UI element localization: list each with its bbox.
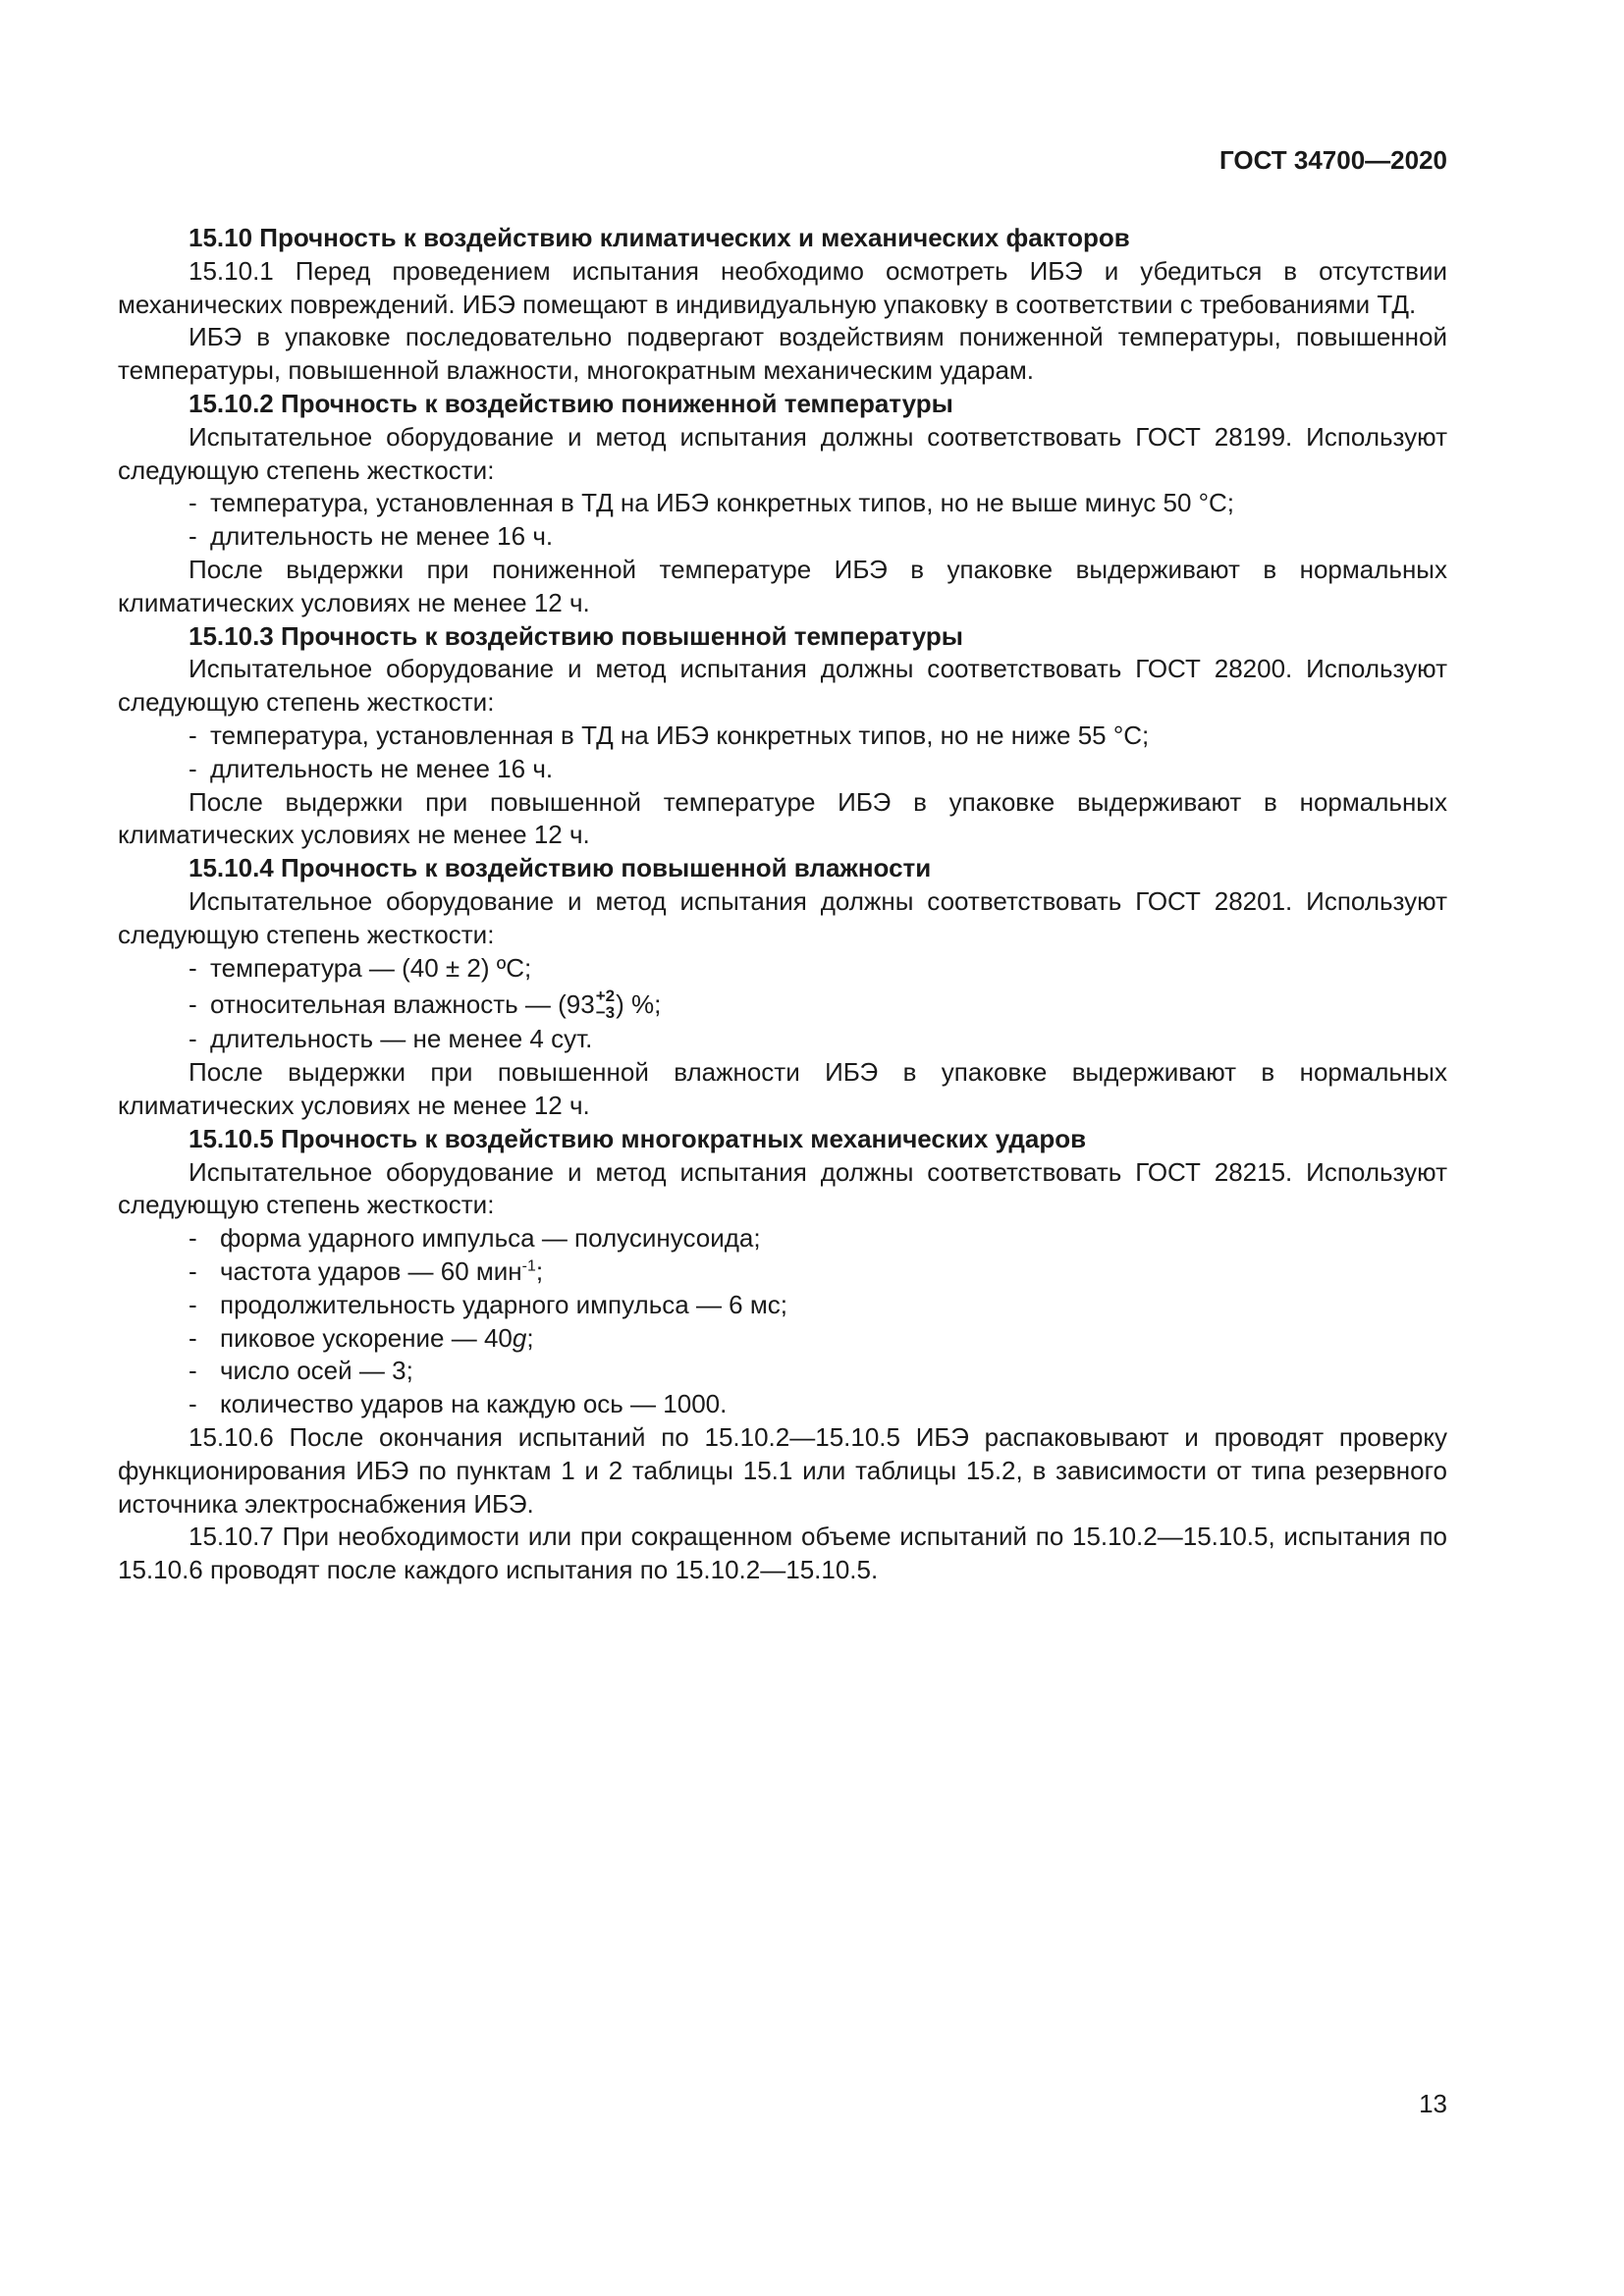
paragraph-15-10-5-intro: Испытательное оборудование и метод испытания должны соответствовать ГОСТ 28215. Используют следующую степень жесткости: <box>118 1156 1447 1220</box>
list-item: - длительность не менее 16 ч. <box>189 753 554 783</box>
list-item: - число осей — 3; <box>189 1356 413 1386</box>
paragraph-15-10-4-after: После выдержки при повышенной влажности ИБЭ в упаковке выдерживают в нормальных климатических условиях не менее 12 ч. <box>118 1057 1447 1121</box>
paragraph-15-10-2-after: После выдержки при пониженной температуре ИБЭ в упаковке выдерживают в нормальных климатических условиях не менее 12 ч. <box>118 554 1447 617</box>
paragraph-15-10-1: 15.10.1 Перед проведением испытания необходимо осмотреть ИБЭ и убедиться в отсутствии механических повреждений. ИБЭ помещают в индивидуальную упаковку в соответствии с требованиями ТД. <box>118 255 1447 319</box>
list-item: - пиковое ускорение — 40g; <box>189 1322 534 1353</box>
paragraph-15-10-3-intro: Испытательное оборудование и метод испытания должны соответствовать ГОСТ 28200. Используют следующую степень жесткости: <box>118 654 1447 718</box>
list-item: - длительность не менее 16 ч. <box>189 521 554 552</box>
list-item: - форма ударного импульса — полусинусоида; <box>189 1223 761 1254</box>
list-item: - температура, установленная в ТД на ИБЭ конкретных типов, но не выше минус 50 °С; <box>189 488 1235 518</box>
paragraph-15-10-intro: ИБЭ в упаковке последовательно подвергают воздействиям пониженной температуры, повышенной температуры, повышенной влажности, многократным механическим ударам. <box>118 322 1447 386</box>
paragraph-15-10-6: 15.10.6 После окончания испытаний по 15.10.2—15.10.5 ИБЭ распаковывают и проводят проверку функционирования ИБЭ по пунктам 1 и 2 таблицы 15.1 или таблицы 15.2, в зависимости от типа резервного источника электроснабжения ИБЭ. <box>118 1422 1447 1519</box>
list-item: - количество ударов на каждую ось — 1000. <box>189 1389 728 1419</box>
section-15-10-5-title: 15.10.5 Прочность к воздействию многократных механических ударов <box>189 1123 1087 1153</box>
section-15-10-2-title: 15.10.2 Прочность к воздействию пониженной температуры <box>189 388 953 418</box>
list-item: - длительность — не менее 4 сут. <box>189 1024 593 1054</box>
document-header: ГОСТ 34700—2020 <box>1219 145 1447 175</box>
list-item: - относительная влажность — (93 +2 −3 ) %; <box>189 987 662 1023</box>
list-item: - температура — (40 ± 2) ºС; <box>189 952 532 983</box>
section-15-10-title: 15.10 Прочность к воздействию климатических и механических факторов <box>189 223 1130 252</box>
document-body <box>118 222 1447 1587</box>
paragraph-15-10-3-after: После выдержки при повышенной температуре ИБЭ в упаковке выдерживают в нормальных климатических условиях не менее 12 ч. <box>118 786 1447 850</box>
tolerance: +2 −3 <box>595 987 616 1023</box>
section-15-10-3-title: 15.10.3 Прочность к воздействию повышенной температуры <box>189 620 963 651</box>
paragraph-15-10-2-intro: Испытательное оборудование и метод испытания должны соответствовать ГОСТ 28199. Используют следующую степень жесткости: <box>118 421 1447 485</box>
paragraph-15-10-7: 15.10.7 При необходимости или при сокращенном объеме испытаний по 15.10.2—15.10.5, испытания по 15.10.6 проводят после каждого испытания по 15.10.2—15.10.5. <box>118 1522 1447 1585</box>
list-item: - продолжительность ударного импульса — 6 мс; <box>189 1289 787 1319</box>
section-15-10-4-title: 15.10.4 Прочность к воздействию повышенной влажности <box>189 853 932 883</box>
paragraph-15-10-4-intro: Испытательное оборудование и метод испытания должны соответствовать ГОСТ 28201. Используют следующую степень жесткости: <box>118 885 1447 949</box>
list-item: - температура, установленная в ТД на ИБЭ конкретных типов, но не ниже 55 °С; <box>189 720 1150 750</box>
list-item: - частота ударов — 60 мин$^{-1}$; <box>189 1256 544 1287</box>
page-number: 13 <box>1419 2089 1447 2118</box>
